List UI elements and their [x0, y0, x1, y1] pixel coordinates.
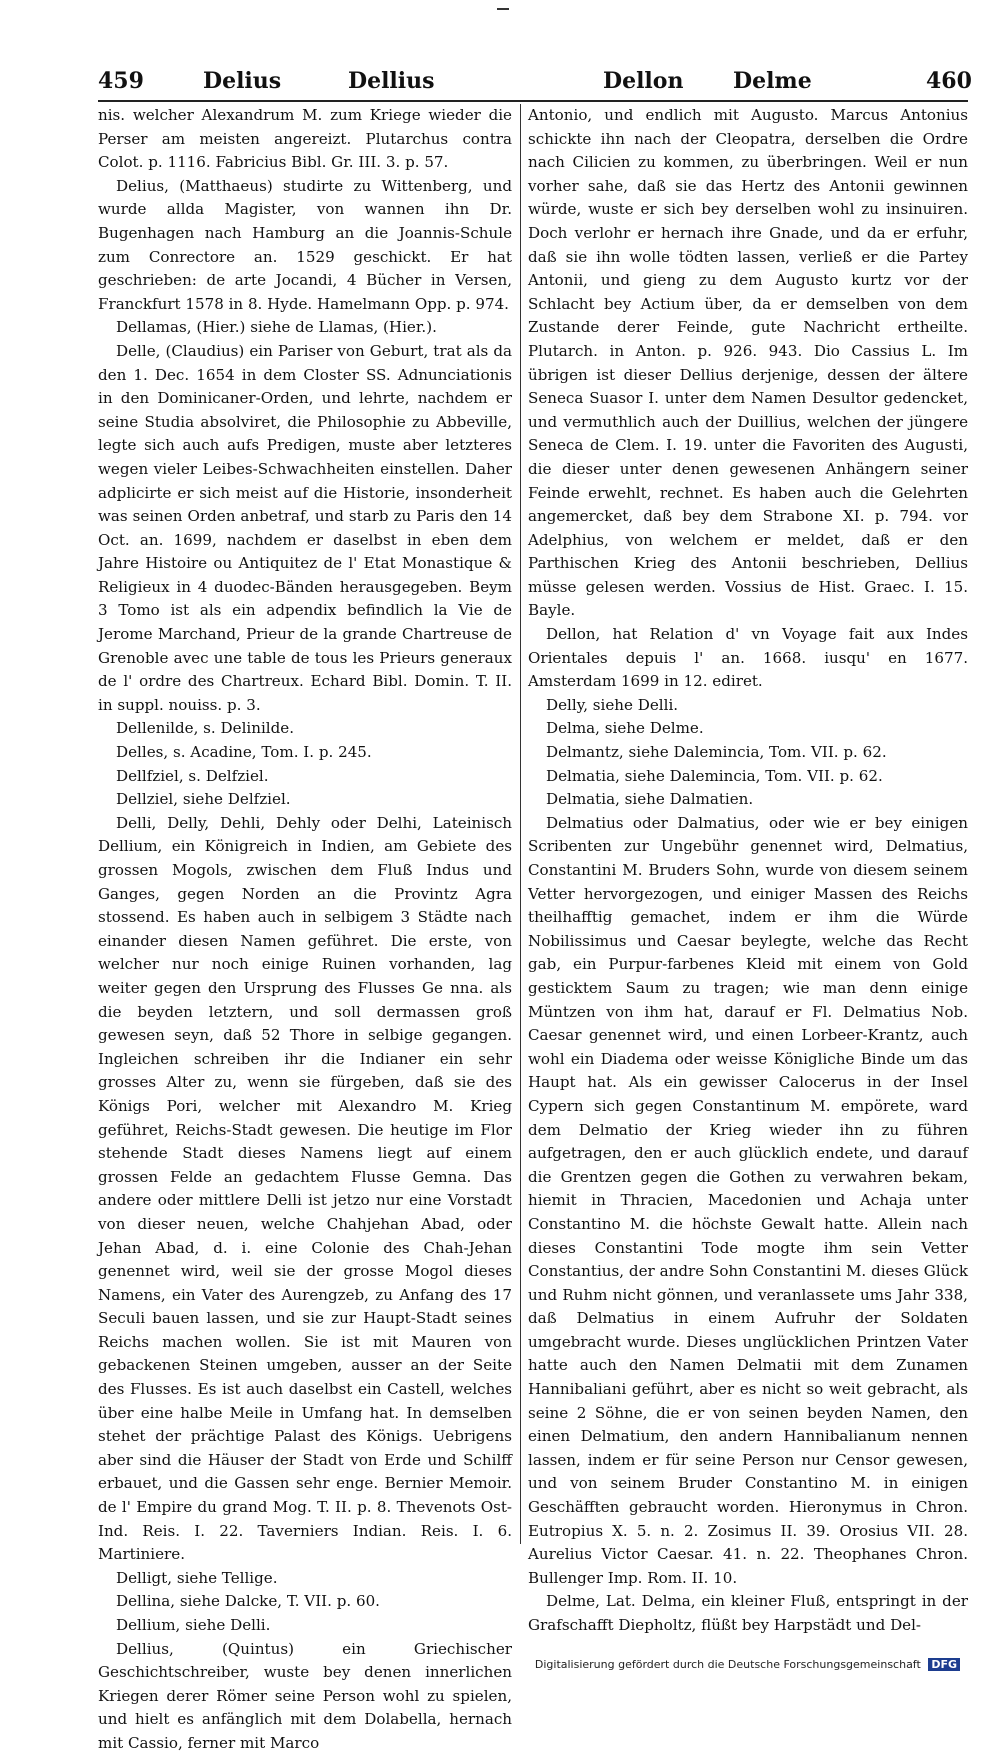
entry-paragraph: Antonio, und endlich mit Augusto. Marcus Antonius schickte ihn nach der Cleopatra, derselben die Ordre nach Cilicien zu kommen, zu überbringen. Weil er nun vorher sahe, daß sie das Hertz des Antonii gewinnen würde, wuste er sich bey derselben wohl zu insinuiren. Doch verlohr er hernach ihre Gnade, und da er erfuhr, daß sie ihn wolle tödten lassen, verließ er die Partey Antonii, und gieng zu dem Augusto kurtz vor der Schlacht bey Actium über, da er demselben von dem Zustande derer Feinde, gute Nachricht ertheilte. Plutarch. in Anton. p. 926. 943. Dio Cassius L. Im übrigen ist dieser Dellius derjenige, dessen der ältere Seneca Suasor I. unter dem Namen Desultor gedencket, und vermuthlich auch der Duillius, welchen der jüngere Seneca de Clem. I. 19. unter die Favoriten des Augusti, die dieser unter denen gewesenen Anhängern seiner Feinde erwehlt, rechnet. Es haben auch die Gelehrten angemercket, daß bey dem Strabone XI. p. 794. vor Adelphius, von welchem er meldet, daß er den Parthischen Krieg des Antonii beschrieben, Dellius müsse gelesen werden. Vossius de Hist. Graec. I. 15. Bayle. — [528, 106, 968, 620]
entry-paragraph: Delmatia, siehe Dalemincia, Tom. VII. p. 62. — [546, 766, 883, 785]
right-column — [528, 104, 968, 1638]
entry-paragraph: Delmatius oder Dalmatius, oder wie er bey einigen Scribenten zur Ungebühr genennet wird, Delmatius, Constantini M. Bruders Sohn, wurde von diesem seinem Vetter hervorgezogen, und einiger Massen des Reichs theilhafftig gemachet, indem er ihm die Würde Nobilissimus und Caesar beylegte, welche das Recht gab, ein Purpur-farbenes Kleid mit einem von Gold gesticktem Saum zu tragen; wie man denn einige Müntzen von ihm hat, darauf er Fl. Delmatius Nob. Caesar genennet wird, und einen Lorbeer-Krantz, auch wohl ein Diadema oder weisse Königliche Binde um das Haupt hat. Als ein gewisser Calocerus in der Insel Cypern sich gegen Constantinum M. empörete, ward dem Delmatio der Krieg wieder ihn zu führen aufgetragen, den er auch glücklich endete, und darauf die Grentzen gegen die Gothen zu verwahren bekam, hiemit in Thracien, Macedonien und Achaja unter Constantino M. die höchste Gewalt hatte. Allein nach dieses Constantini Tode mogte ihm sein Vetter Constantius, der andre Sohn Constantini M. dieses Glück und Ruhm nicht gönnen, und veranlassete ums Jahr 338, daß Delmatius in einem Aufruhr der Soldaten umgebracht wurde. Dieses unglücklichen Printzen Vater hatte auch den Namen Delmatii mit dem Zunamen Hannibaliani geführt, aber es nicht so weit gebracht, als seine 2 Söhne, die er von seinen beyden Namen, den einen Delmatium, den andern Hannibalianum nennen lassen, indem er für seine Person nur Censor gewesen, und von seinem Bruder Constantino M. in einigen Geschäfften gebraucht worden. Hieronymus in Chron. Eutropius X. 5. n. 2. Zosimus II. 39. Orosius VII. 28. Aurelius Victor Caesar. 41. n. 22. Theophanes Chron. Bullenger Imp. Rom. II. 10. — [528, 813, 968, 1587]
running-header — [98, 62, 972, 102]
entry-paragraph: Dellziel, siehe Delfziel. — [116, 790, 291, 809]
entry-paragraph: Delme, Lat. Delma, ein kleiner Fluß, entspringt in der Grafschafft Diepholtz, flüßt bey Harpstädt und Del- — [528, 1592, 968, 1634]
entry-paragraph: Delma, siehe Delme. — [546, 719, 704, 738]
entry-paragraph: Dellium, siehe Delli. — [116, 1616, 271, 1634]
entry-paragraph: Delius, (Matthaeus) studirte zu Wittenberg, und wurde allda Magister, von wannen ihn Dr. Bugenhagen nach Hamburg an die Joannis-Schule zum Conrectore an. 1529 geschickt. Er hat geschrieben: de arte Jocandi, 4 Bücher in Versen, Franckfurt 1578 in 8. Hyde. Hamelmann Opp. p. 974. — [98, 176, 512, 313]
digitization-credit — [535, 1658, 960, 1671]
header-word-3: Dellon — [603, 68, 684, 94]
entry-paragraph: Dellon, hat Relation d' vn Voyage fait aux Indes Orientales depuis l' an. 1668. iusqu' en 1677. Amsterdam 1699 in 12. ediret. — [528, 625, 968, 691]
entry-paragraph: Delligt, siehe Tellige. — [116, 1568, 278, 1587]
entry-paragraph: nis. welcher Alexandrum M. zum Kriege wieder die Perser am meisten angereizt. Plutarchus contra Colot. p. 1116. Fabricius Bibl. Gr. III. 3. p. 57. — [98, 106, 512, 172]
column-divider — [520, 104, 521, 1544]
entry-paragraph: Delli, Delly, Dehli, Dehly oder Delhi, Lateinisch Dellium, ein Königreich in Indien, am Gebiete des grossen Mogols, zwischen dem Fluß Indus und Ganges, gegen Norden an die Provintz Agra stossend. Es haben auch in selbigem 3 Städte nach einander diesen Namen geführet. Die erste, von welcher nur noch einige Ruinen vorhanden, lag weiter gegen den Ursprung des Flusses Ge nna. als die beyden letztern, und soll dermassen groß gewesen seyn, daß 52 Thore in selbige gegangen. Ingleichen schreiben ihr die Indianer ein sehr grosses Alter zu, wenn sie fürgeben, daß sie des Königs Pori, welcher mit Alexandro M. Krieg geführet, Reichs-Stadt gewesen. Die heutige im Flor stehende Stadt dieses Namens liegt auf einem grossen Felde an gedachtem Flusse Gemna. Das andere oder mittlere Delli ist jetzo nur eine Vorstadt von dieser neuen, welche Chahjehan Abad, oder Jehan Abad, d. i. eine Colonie des Chah-Jehan genennet wird, weil sie der grosse Mogol dieses Namens, ein Vater des Aurengzeb, zu Anfang des 17 Seculi bauen lassen, und sie zur Haupt-Stadt seines Reichs machen wollen. Sie ist mit Mauren von gebackenen Steinen umgeben, ausser an der Seite des Flusses. Es ist auch daselbst ein Castell, welches über eine halbe Meile in Umfang hat. In demselben stehet der prächtige Palast des Königs. Uebrigens aber sind die Häuser der Stadt von Erde und Schilff erbauet, und die Gassen sehr enge. Bernier Memoir. de l' Empire du grand Mog. T. II. p. 8. Thevenots Ost-Ind. Reis. I. 22. Taverniers Indian. Reis. I. 6. Martiniere. — [98, 813, 512, 1564]
page-number-left: 459 — [98, 68, 144, 94]
header-word-2: Dellius — [348, 68, 435, 94]
header-word-1: Delius — [203, 68, 282, 94]
entry-paragraph: Delly, siehe Delli. — [546, 695, 679, 714]
entry-paragraph: Dellina, siehe Dalcke, T. VII. p. 60. — [116, 1592, 380, 1611]
credit-text: Digitalisierung gefördert durch die Deutsche Forschungsgemeinschaft — [534, 1658, 921, 1671]
entry-paragraph: Dellamas, (Hier.) siehe de Llamas, (Hier.). — [116, 318, 437, 337]
page-edge-mark — [497, 0, 509, 10]
page-number-right: 460 — [926, 68, 972, 94]
entry-paragraph: Dellenilde, s. Delinilde. — [116, 719, 294, 738]
entry-paragraph: Dellius, (Quintus) ein Griechischer Geschichtschreiber, wuste bey denen innerlichen Kriegen derer Römer seine Person wohl zu spielen, und hielt es anfänglich mit dem Dolabella, hernach mit Cassio, ferner mit Marco — [98, 1639, 512, 1752]
entry-paragraph: Delmantz, siehe Dalemincia, Tom. VII. p. 62. — [546, 743, 887, 762]
header-word-4: Delme — [733, 68, 812, 94]
header-rule — [98, 100, 968, 102]
entry-paragraph: Delle, (Claudius) ein Pariser von Geburt, trat als da den 1. Dec. 1654 in dem Closter SS. Adnunciationis in den Dominicaner-Orden, und lehrte, nachdem er seine Studia absolviret, die Philosophie zu Abbeville, legte sich auch aufs Predigen, muste aber letzteres wegen vieler Leibes-Schwachheiten einstellen. Daher adplicirte er sich meist auf die Historie, insonderheit was seinen Orden anbetraf, und starb zu Paris den 14 Oct. an. 1699, nachdem er daselbst in eben dem Jahre Histoire ou Antiquitez de l' Etat Monastique & Religieux in 4 duodec-Bänden herausgegeben. Beym 3 Tomo ist als ein adpendix befindlich la Vie de Jerome Marchand, Prieur de la grande Chartreuse de Grenoble avec une table de tous les Prieurs generaux de l' ordre des Chartreux. Echard Bibl. Domin. T. II. in suppl. nouiss. p. 3. — [98, 341, 512, 714]
left-column — [98, 104, 512, 1756]
dfg-logo: DFG — [928, 1658, 960, 1671]
entry-paragraph: Delmatia, siehe Dalmatien. — [546, 790, 754, 809]
entry-paragraph: Delles, s. Acadine, Tom. I. p. 245. — [116, 743, 372, 762]
entry-paragraph: Dellfziel, s. Delfziel. — [116, 766, 269, 785]
